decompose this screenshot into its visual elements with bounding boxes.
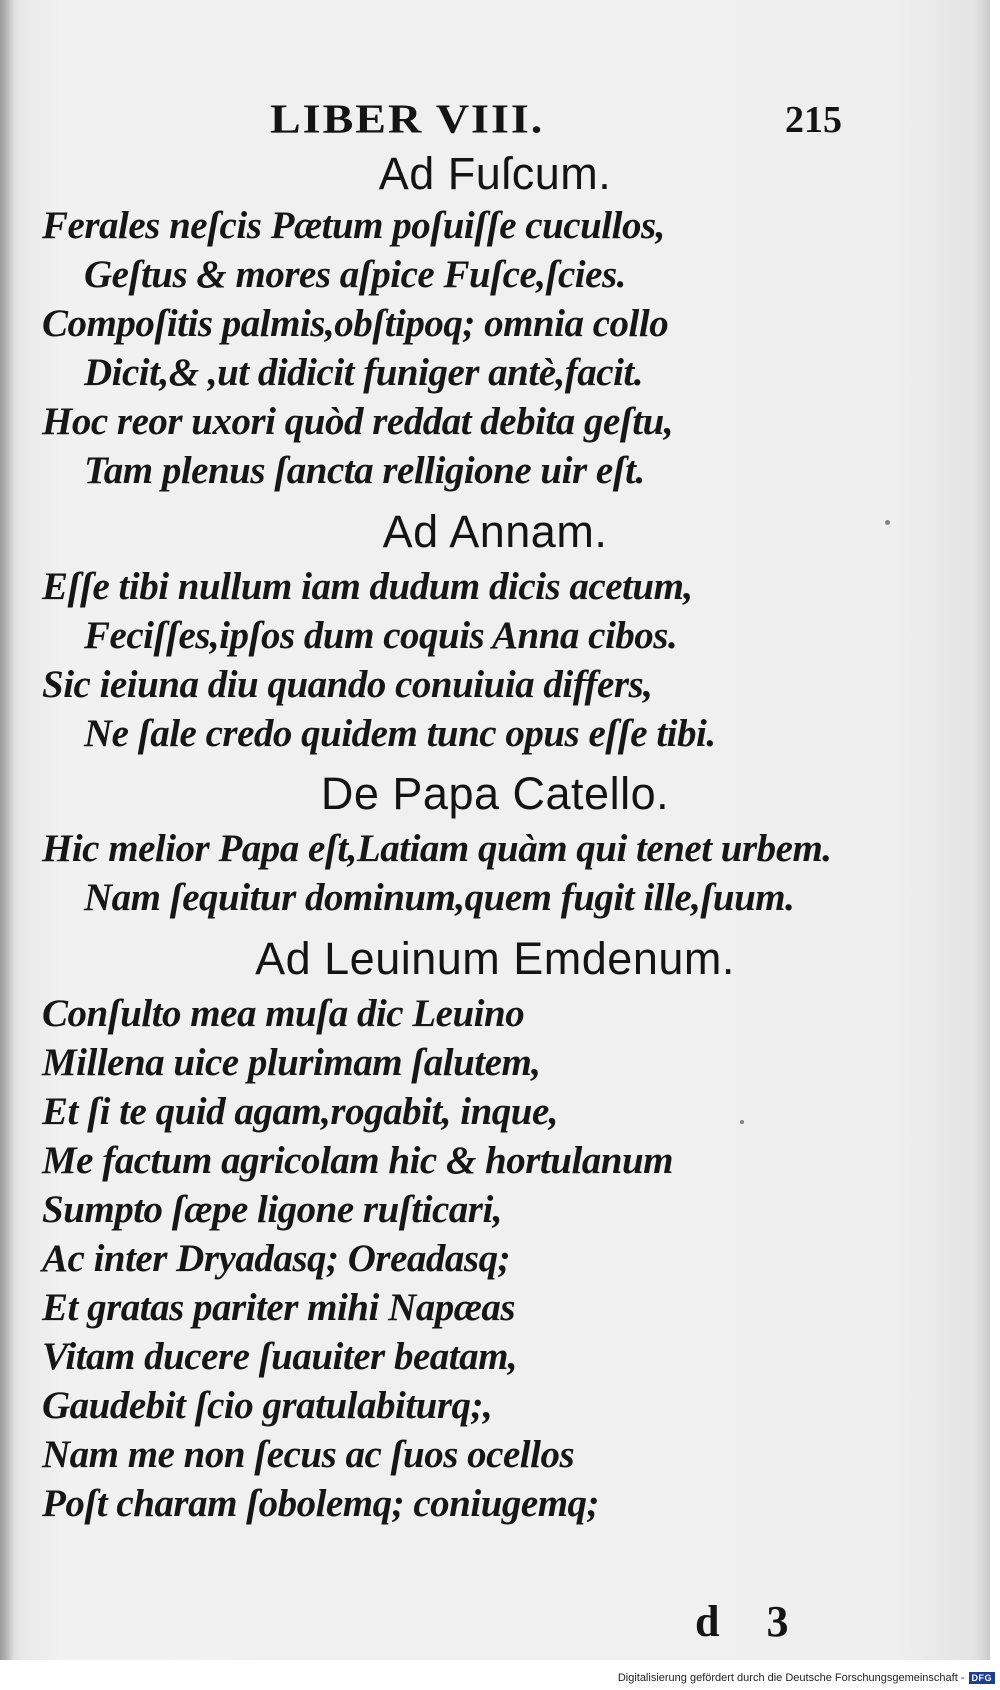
poem-title: Ad Annam. xyxy=(382,506,608,557)
verse-line: Dicit,& ,ut didicit funiger antè,facit. xyxy=(84,351,643,394)
verse-line: Me factum agricolam hic & hortulanum xyxy=(42,1139,674,1182)
verse-line: Et ſi te quid agam,rogabit, inque, xyxy=(42,1090,559,1133)
verse-line: Nam ſequitur dominum,quem fugit ille,ſuum. xyxy=(84,876,795,919)
verse-line: Tam plenus ſancta relligione uir eſt. xyxy=(84,449,645,492)
verse-line: Feciſſes,ipſos dum coquis Anna cibos. xyxy=(84,614,678,657)
digitization-credit xyxy=(618,1672,995,1684)
verse-line: Nam me non ſecus ac ſuos ocellos xyxy=(42,1433,575,1476)
poem-title: De Papa Catello. xyxy=(320,768,670,819)
verse-line: Eſſe tibi nullum iam dudum dicis acetum, xyxy=(42,565,693,608)
verse-line: Sic ieiuna diu quando conuiuia differs, xyxy=(42,663,653,706)
verse-line: Geſtus & mores aſpice Fuſce,ſcies. xyxy=(84,253,626,296)
verse-line: Compoſitis palmis,obſtipoq; omnia collo xyxy=(42,302,669,345)
signature-mark: d 3 xyxy=(695,1597,807,1646)
verse-line: Conſulto mea muſa dic Leuino xyxy=(42,992,525,1035)
poem-title: Ad Fuſcum. xyxy=(378,148,612,199)
page-number: 215 xyxy=(785,99,842,141)
verse-line: Et gratas pariter mihi Napæas xyxy=(42,1286,516,1329)
credit-text: Digitalisierung gefördert durch die Deutsche Forschungsgemeinschaft - xyxy=(617,1672,965,1684)
verse-line: Hic melior Papa eſt,Latiam quàm qui tenet urbem. xyxy=(42,827,832,870)
verse-line: Sumpto ſæpe ligone ruſticari, xyxy=(42,1188,503,1231)
poem-title: Ad Leuinum Emdenum. xyxy=(255,933,735,984)
dfg-logo-icon: DFG xyxy=(969,1672,996,1684)
ink-speck xyxy=(885,520,890,525)
verse-line: Vitam ducere ſuauiter beatam, xyxy=(42,1335,518,1378)
verse-line: Ferales neſcis Pætum poſuiſſe cucullos, xyxy=(42,204,665,247)
verse-line: Hoc reor uxori quòd reddat debita geſtu, xyxy=(42,400,674,443)
ink-speck xyxy=(740,1120,744,1124)
verse-line: Ac inter Dryadasq; Oreadasq; xyxy=(42,1237,511,1280)
running-head: LIBER VIII. xyxy=(270,95,545,142)
verse-line: Poſt charam ſobolemq; coniugemq; xyxy=(42,1482,600,1525)
verse-line: Millena uice plurimam ſalutem, xyxy=(42,1041,541,1084)
verse-line: Gaudebit ſcio gratulabiturq;, xyxy=(42,1384,493,1427)
verse-line: Ne ſale credo quidem tunc opus eſſe tibi. xyxy=(84,712,716,755)
